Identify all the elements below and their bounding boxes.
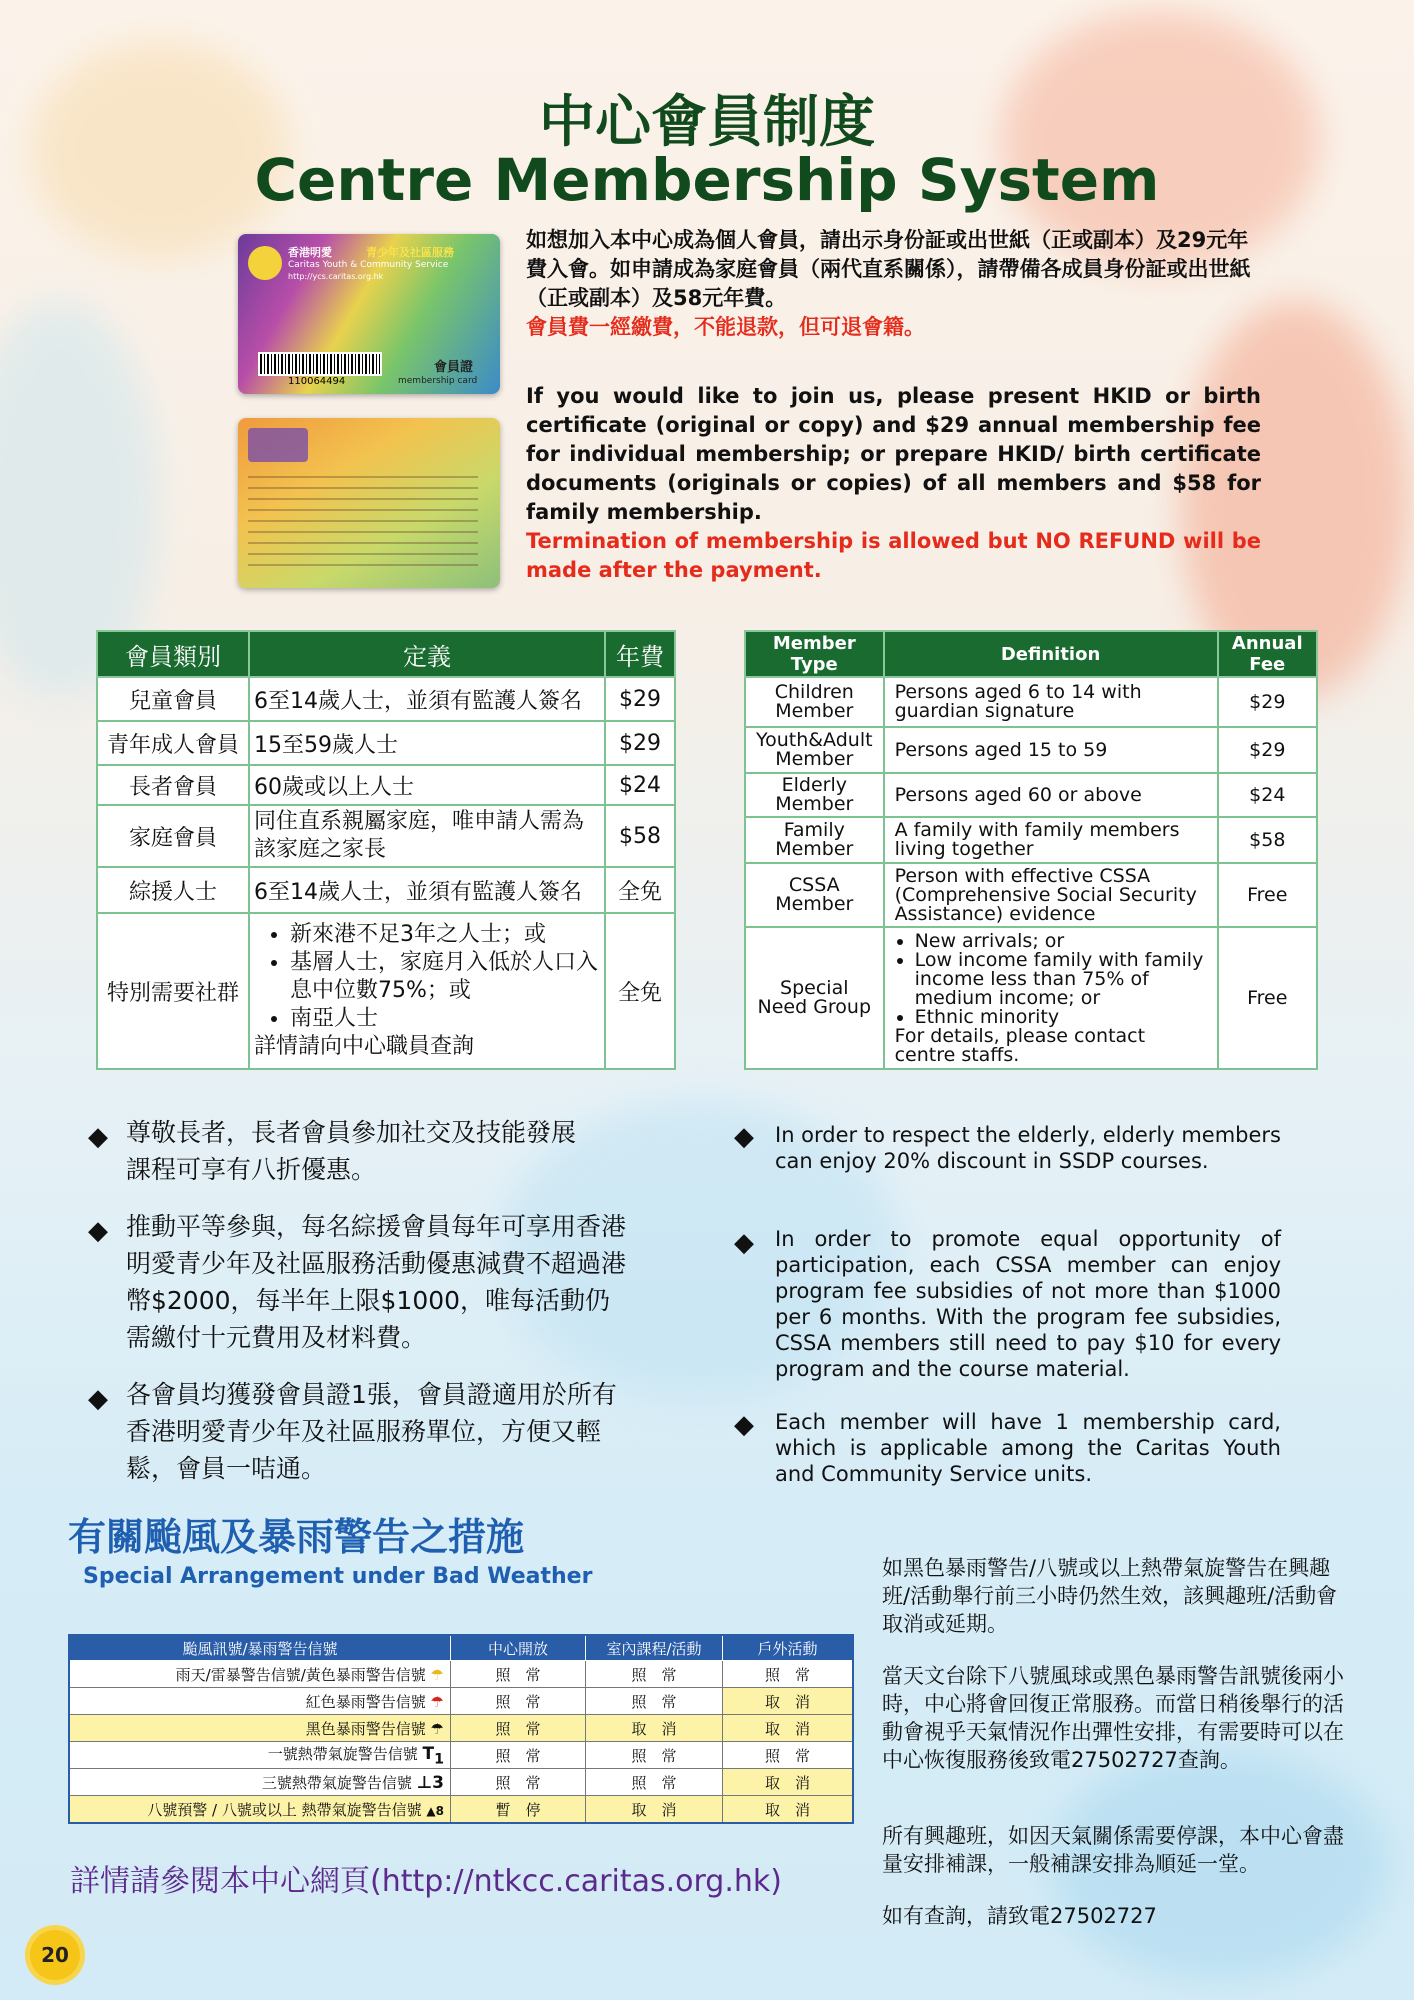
card-back-logo-icon <box>248 428 308 462</box>
member-definition: 15至59歲人士 <box>249 721 605 765</box>
intro-zh-text: 如想加入本中心成為個人會員，請出示身份証或出世紙（正或副本）及29元年費入會。如申請成為家庭會員（兩代直系關係），請帶備各成員身份証或出世紙（正或副本）及58元年費。 <box>526 228 1251 310</box>
barcode <box>258 352 382 376</box>
caritas-logo-icon <box>248 246 282 280</box>
member-fee: $29 <box>1218 677 1317 727</box>
signal-name <box>69 1796 451 1824</box>
outdoor-status: 照 常 <box>723 1661 854 1688</box>
member-definition: Persons aged 60 or above <box>884 773 1218 817</box>
diamond-bullet-icon: ◆ <box>88 1384 108 1414</box>
centre-status: 暫 停 <box>451 1796 586 1824</box>
column-header: Annual Fee <box>1218 631 1317 677</box>
member-fee: 全免 <box>605 867 675 913</box>
column-header: Member Type <box>745 631 884 677</box>
signal-name <box>69 1742 451 1769</box>
page-title-en: Centre Membership System <box>254 146 1160 214</box>
table-row <box>97 765 675 805</box>
diamond-bullet-icon: ◆ <box>734 1122 754 1152</box>
member-type: 綜援人士 <box>97 867 249 913</box>
website-link[interactable]: 詳情請參閱本中心網頁(http://ntkcc.caritas.org.hk) <box>70 1864 782 1899</box>
typhoon-1-icon: $T_1$ <box>422 1744 444 1768</box>
benefit-note-zh: 尊敬長者，長者會員參加社交及技能發展課程可享有八折優惠。 <box>126 1118 577 1184</box>
column-header: 年費 <box>605 631 675 677</box>
signal-label: 黑色暴雨警告信號 <box>305 1719 426 1738</box>
benefit-note-zh: 推動平等參與，每名綜援會員每年可享用香港明愛青少年及社區服務活動優惠減費不超過港幣$2000，每半年上限$1000，唯每活動仍需繳付十元費用及材料費。 <box>126 1212 627 1352</box>
amber-rain-icon: ☂ <box>430 1665 444 1684</box>
indoor-status: 照 常 <box>586 1769 723 1796</box>
signal-label: 雨天/雷暴警告信號/黃色暴雨警告信號 <box>175 1665 426 1684</box>
member-definition: 6至14歲人士，並須有監護人簽名 <box>249 677 605 721</box>
indoor-status: 取 消 <box>586 1715 723 1742</box>
list-item: • 基層人士，家庭月入低於人口入息中位數75%；或 <box>290 949 600 1005</box>
card-service-en: Caritas Youth & Community Service <box>288 260 449 270</box>
weather-note: 所有興趣班，如因天氣關係需要停課，本中心會盡量安排補課，一般補課安排為順延一堂。 <box>882 1824 1344 1876</box>
column-header: 戶外活動 <box>723 1635 854 1661</box>
weather-title-en: Special Arrangement under Bad Weather <box>83 1564 593 1589</box>
signal-name <box>69 1661 451 1688</box>
member-type: 家庭會員 <box>97 805 249 867</box>
member-fee: $24 <box>605 765 675 805</box>
member-definition <box>249 913 605 1069</box>
column-header: 室內課程/活動 <box>586 1635 723 1661</box>
outdoor-status: 取 消 <box>723 1796 854 1824</box>
member-type: 青年成人會員 <box>97 721 249 765</box>
signal-name <box>69 1688 451 1715</box>
member-type: Family Member <box>745 817 884 863</box>
member-type: Elderly Member <box>745 773 884 817</box>
member-fee: Free <box>1218 863 1317 927</box>
table-row <box>97 721 675 765</box>
weather-table <box>68 1634 854 1824</box>
member-definition: Persons aged 15 to 59 <box>884 727 1218 773</box>
intro-en-text: If you would like to join us, please present HKID or birth certificate (original or copy) and $29 annual membership fee for individual membership; or prepare HKID/ birth certificate documents (originals or copies) of all members and $58 for family membership. <box>526 384 1261 524</box>
table-row <box>745 927 1317 1069</box>
table-row <box>745 817 1317 863</box>
table-row <box>745 727 1317 773</box>
column-header: 中心開放 <box>451 1635 586 1661</box>
table-row <box>97 867 675 913</box>
table-row <box>97 805 675 867</box>
column-header: 颱風訊號/暴雨警告信號 <box>69 1635 451 1661</box>
signal-label: 三號熱帶氣旋警告信號 <box>261 1773 412 1792</box>
member-definition: 同住直系親屬家庭，唯申請人需為該家庭之家長 <box>249 805 605 867</box>
table-row <box>69 1796 853 1824</box>
table-row <box>745 773 1317 817</box>
table-row <box>69 1715 853 1742</box>
list-item: • Low income family with family income less than 75% of medium income; or <box>915 951 1207 1008</box>
member-fee: $29 <box>1218 727 1317 773</box>
signal-name <box>69 1769 451 1796</box>
member-definition: Persons aged 6 to 14 with guardian signature <box>884 677 1218 727</box>
table-row <box>69 1769 853 1796</box>
diamond-bullet-icon: ◆ <box>734 1228 754 1258</box>
member-definition: 6至14歲人士，並須有監護人簽名 <box>249 867 605 913</box>
black-rain-icon: ☂ <box>430 1719 444 1738</box>
centre-status: 照 常 <box>451 1742 586 1769</box>
member-type: CSSA Member <box>745 863 884 927</box>
table-header <box>745 631 1317 677</box>
list-item: • New arrivals; or <box>915 932 1207 951</box>
weather-note: 如有查詢，請致電27502727 <box>882 1904 1157 1928</box>
indoor-status: 照 常 <box>586 1742 723 1769</box>
benefit-note-en: Each member will have 1 membership card, which is applicable among the Caritas Youth and Community Service units. <box>775 1410 1281 1486</box>
benefit-note-en: In order to respect the elderly, elderly members can enjoy 20% discount in SSDP courses. <box>775 1123 1281 1173</box>
intro-en-warning: Termination of membership is allowed but NO REFUND will be made after the payment. <box>526 529 1261 582</box>
member-type: 長者會員 <box>97 765 249 805</box>
member-type: Youth&Adult Member <box>745 727 884 773</box>
member-fee: $24 <box>1218 773 1317 817</box>
table-row <box>97 913 675 1069</box>
signal-label: 一號熱帶氣旋警告信號 <box>267 1745 418 1763</box>
centre-status: 照 常 <box>451 1688 586 1715</box>
list-item: • 南亞人士 <box>290 1005 600 1033</box>
diamond-bullet-icon: ◆ <box>88 1216 108 1246</box>
member-note: For details, please contact centre staffs. <box>894 1024 1146 1066</box>
weather-note: 當天文台除下八號風球或黑色暴雨警告訊號後兩小時，中心將會回復正常服務。而當日稍後舉行的活動會視乎天氣情況作出彈性安排，有需要時可以在中心恢復服務後致電27502727查詢。 <box>882 1664 1344 1772</box>
member-fee: $58 <box>1218 817 1317 863</box>
member-type: 兒童會員 <box>97 677 249 721</box>
list-item: • 新來港不足3年之人士；或 <box>290 921 600 949</box>
signal-name <box>69 1715 451 1742</box>
diamond-bullet-icon: ◆ <box>88 1122 108 1152</box>
card-url: http://ycs.caritas.org.hk <box>288 272 384 281</box>
page-title-zh: 中心會員制度 <box>539 90 875 155</box>
member-definition: A family with family members living together <box>884 817 1218 863</box>
indoor-status: 取 消 <box>586 1796 723 1824</box>
member-fee: 全免 <box>605 913 675 1069</box>
benefit-note-en: In order to promote equal opportunity of participation, each CSSA member can enjoy program fee subsidies of not more than $1000 per 6 months. With the program fee subsidies, CSSA members still need to pay $10 for every program and the course material. <box>775 1227 1281 1381</box>
intro-en <box>526 382 1261 585</box>
column-header: Definition <box>884 631 1218 677</box>
list-item: • Ethnic minority <box>915 1008 1207 1027</box>
weather-note: 如黑色暴雨警告/八號或以上熱帶氣旋警告在興趣班/活動舉行前三小時仍然生效，該興趣班/活動會取消或延期。 <box>882 1556 1338 1636</box>
intro-zh-warning: 會員費一經繳費，不能退款，但可退會籍。 <box>526 315 925 339</box>
indoor-status: 照 常 <box>586 1688 723 1715</box>
diamond-bullet-icon: ◆ <box>734 1410 754 1440</box>
member-note: 詳情請向中心職員查詢 <box>254 1034 475 1059</box>
card-service: 青少年及社區服務 <box>366 246 454 259</box>
outdoor-status: 照 常 <box>723 1742 854 1769</box>
table-row <box>745 677 1317 727</box>
table-row <box>69 1742 853 1769</box>
membership-table-zh <box>96 630 676 1070</box>
typhoon-8-icon: ▲8 <box>426 1803 444 1818</box>
indoor-status: 照 常 <box>586 1661 723 1688</box>
card-org: 香港明愛 <box>288 246 332 259</box>
member-definition: 60歲或以上人士 <box>249 765 605 805</box>
benefit-note-zh: 各會員均獲發會員證1張，會員證適用於所有香港明愛青少年及社區服務單位，方便又輕鬆，會員一咭通。 <box>126 1380 617 1483</box>
outdoor-status: 取 消 <box>723 1688 854 1715</box>
table-header <box>69 1635 853 1661</box>
card-label-en: membership card <box>398 376 478 386</box>
member-fee: $58 <box>605 805 675 867</box>
outdoor-status: 取 消 <box>723 1769 854 1796</box>
column-header: 定義 <box>249 631 605 677</box>
member-fee: Free <box>1218 927 1317 1069</box>
table-header <box>97 631 675 677</box>
table-row <box>69 1688 853 1715</box>
table-row <box>745 863 1317 927</box>
member-fee: $29 <box>605 721 675 765</box>
intro-zh <box>526 226 1261 342</box>
member-type: 特別需要社群 <box>97 913 249 1069</box>
card-label-zh: 會員證 <box>434 360 474 375</box>
page-number: 20 <box>30 1930 80 1980</box>
member-definition: Person with effective CSSA (Comprehensive Social Security Assistance) evidence <box>884 863 1218 927</box>
member-definition <box>884 927 1218 1069</box>
member-type: Children Member <box>745 677 884 727</box>
centre-status: 照 常 <box>451 1715 586 1742</box>
card-number: 110064494 <box>288 376 346 387</box>
outdoor-status: 取 消 <box>723 1715 854 1742</box>
signal-label: 紅色暴雨警告信號 <box>305 1692 426 1711</box>
table-row <box>97 677 675 721</box>
membership-table-en <box>744 630 1318 1070</box>
column-header: 會員類別 <box>97 631 249 677</box>
card-address-list <box>248 476 478 571</box>
member-type: Special Need Group <box>745 927 884 1069</box>
signal-label: 八號預警 / 八號或以上 熱帶氣旋警告信號 <box>147 1800 422 1819</box>
typhoon-3-icon: ⊥3 <box>416 1772 444 1793</box>
centre-status: 照 常 <box>451 1661 586 1688</box>
weather-title-zh: 有關颱風及暴雨警告之措施 <box>68 1515 525 1559</box>
membership-card-back <box>238 418 500 588</box>
membership-card-front <box>238 234 500 394</box>
table-row <box>69 1661 853 1688</box>
centre-status: 照 常 <box>451 1769 586 1796</box>
member-fee: $29 <box>605 677 675 721</box>
red-rain-icon: ☂ <box>430 1692 444 1711</box>
